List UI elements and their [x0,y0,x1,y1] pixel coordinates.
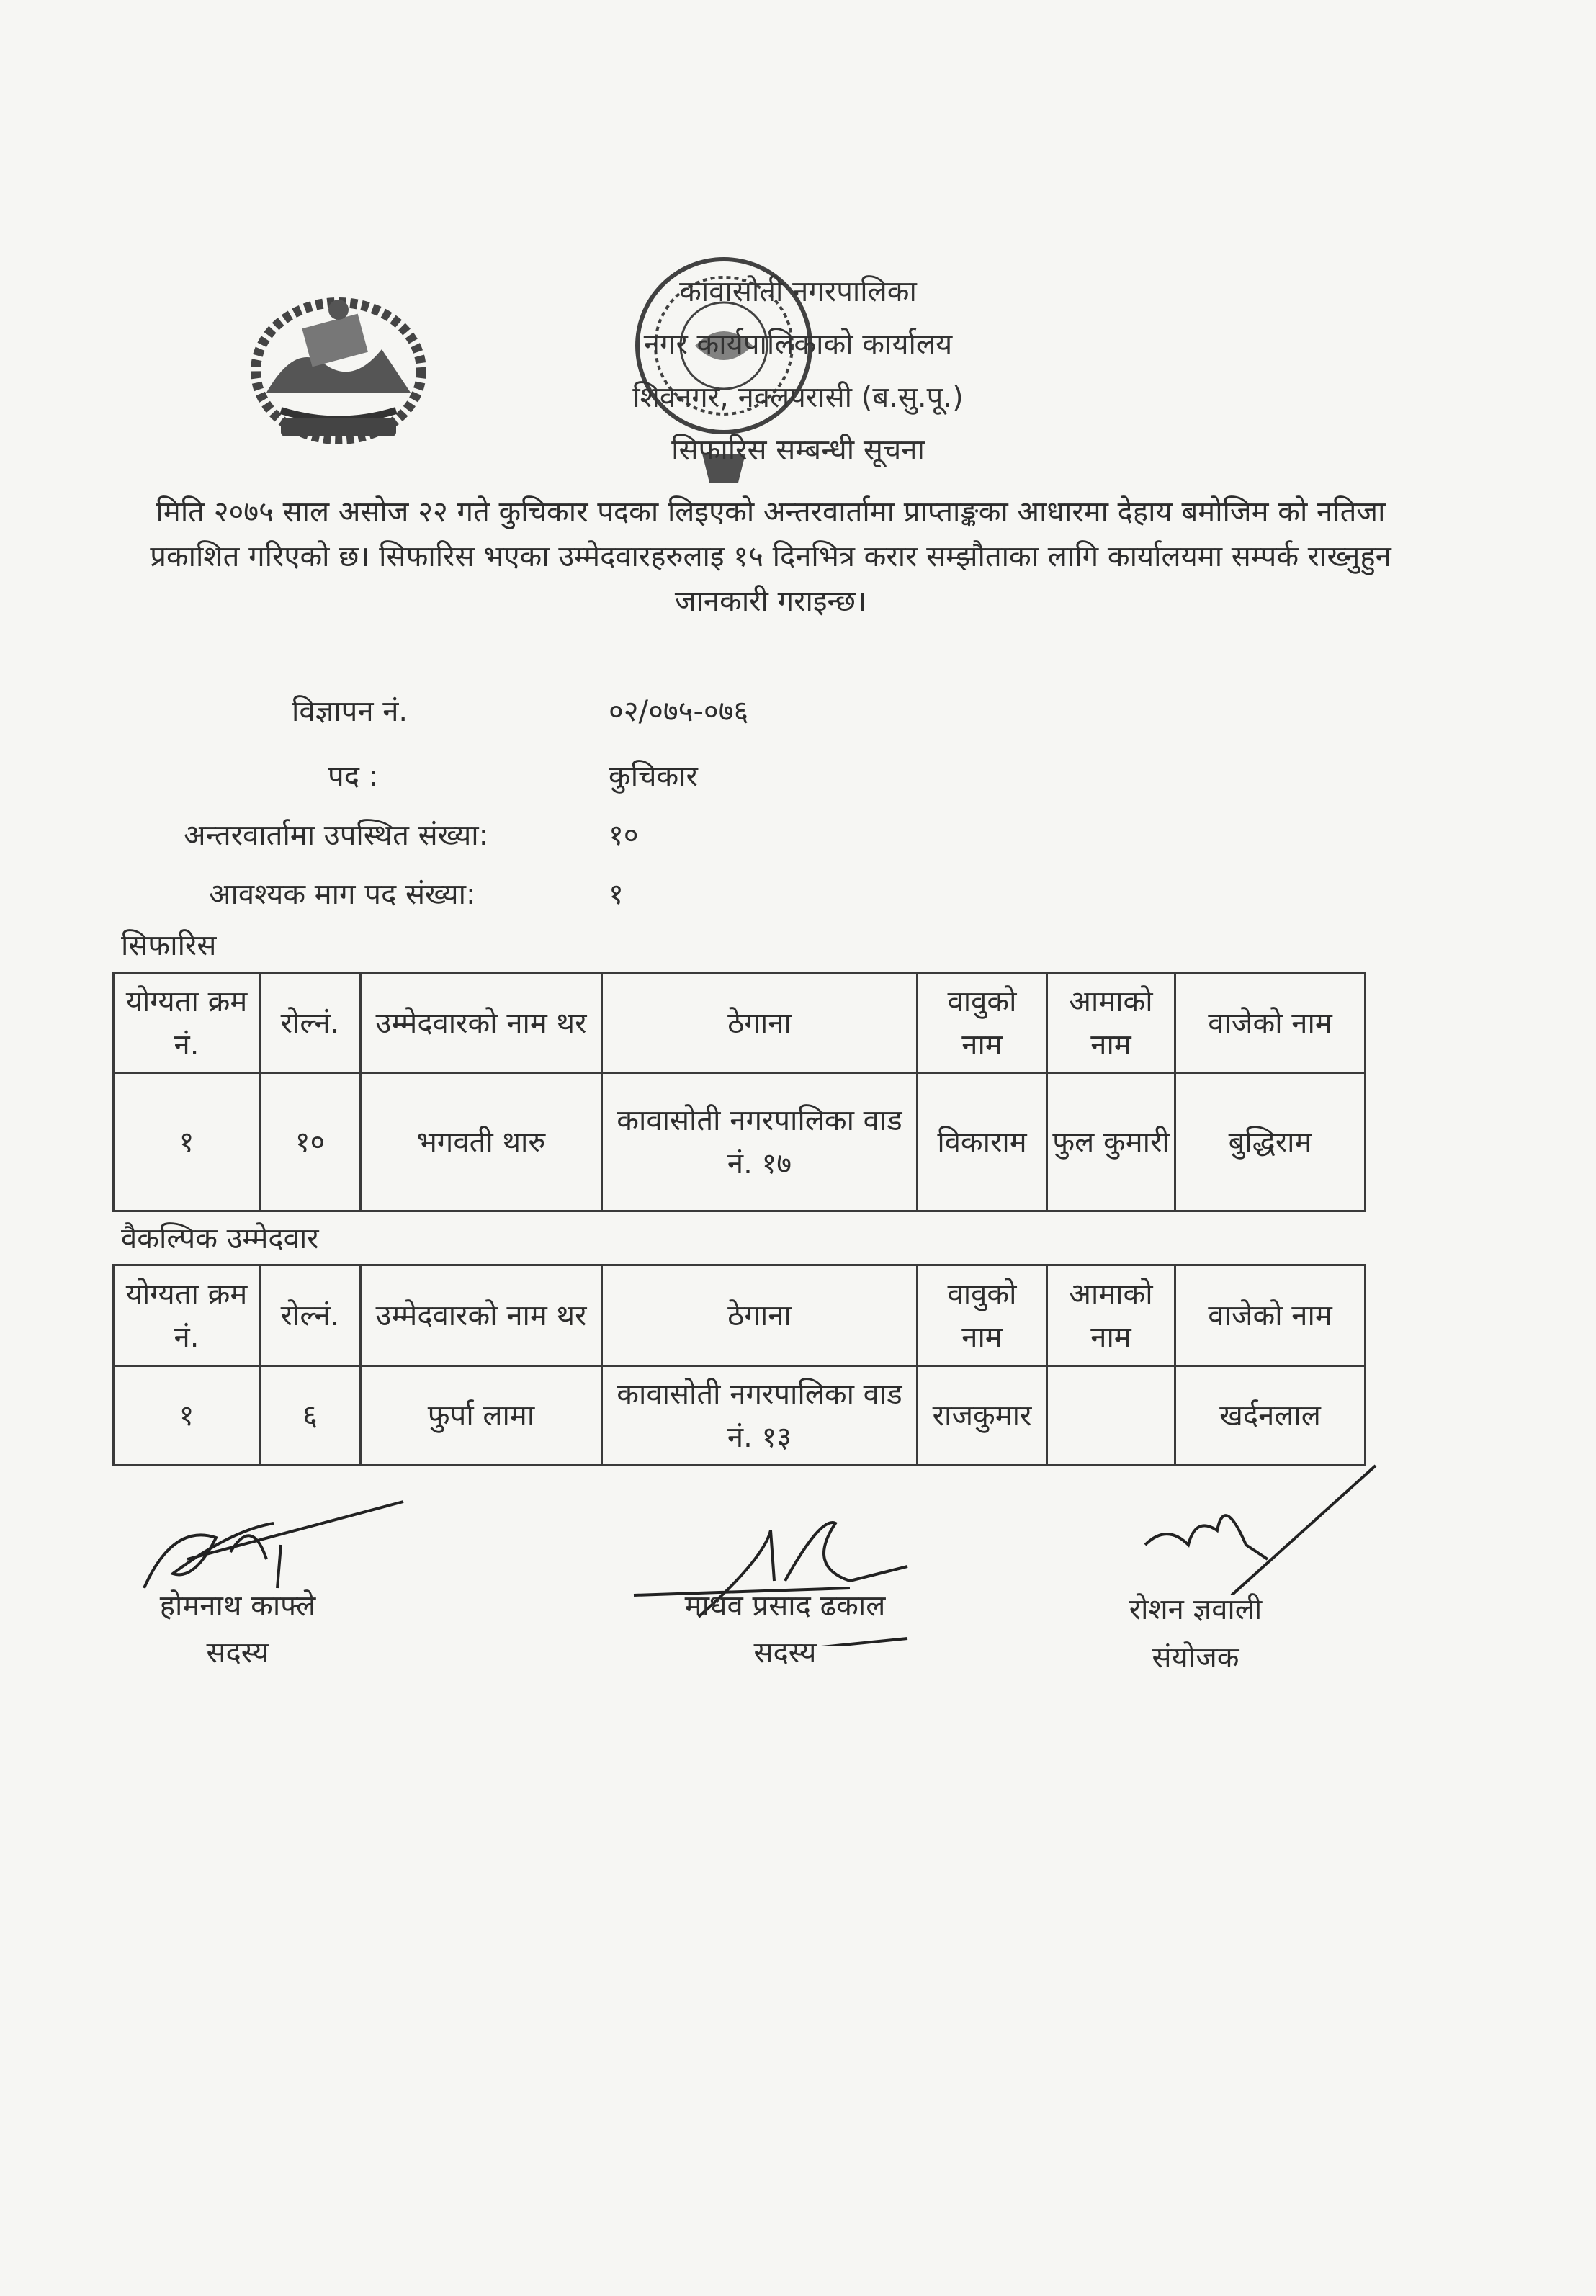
header-office-name: नगर कार्यपालिकाको कार्यालय [643,328,953,361]
header-grandfather: वाजेको नाम [1175,974,1366,1073]
header-address: शिवनगर, नवलपरासी (ब.सु.पू.) [632,381,964,414]
cell-grandfather: खर्दनलाल [1175,1366,1366,1466]
ad-number-label: विज्ञापन नं. [292,695,408,728]
header-father: वावुको नाम [918,1265,1047,1366]
alternate-table [112,1264,1366,1466]
header-mother: आमाको नाम [1047,974,1175,1073]
header-father: वावुको नाम [918,974,1047,1073]
cell-rank: १ [114,1366,260,1466]
cell-father: विकाराम [918,1073,1047,1211]
table-row [114,1073,1366,1211]
required-post-label: आवश्यक माग पद संख्या: [209,878,476,911]
signatory-2-name: माधव प्रसाद ढकाल [684,1589,886,1623]
cell-rank: १ [114,1073,260,1211]
cell-name: भगवती थारु [361,1073,602,1211]
header-roll: रोल्नं. [260,974,361,1073]
header-name: उम्मेदवारको नाम थर [361,1265,602,1366]
header-rank: योग्यता क्रम नं. [114,974,260,1073]
signatory-1-role: सदस्य [206,1636,269,1669]
cell-address: कावासोती नगरपालिका वाड नं. १३ [602,1366,918,1466]
present-count-value: १० [609,819,639,852]
recommended-section-title: सिफारिस [121,929,217,962]
post-value: कुचिकार [609,760,698,793]
header-address: ठेगाना [602,1265,918,1366]
cell-address: कावासोती नगरपालिका वाड नं. १७ [602,1073,918,1211]
signature-2 [619,1502,994,1646]
notice-title: सिफारिस सम्बन्धी सूचना [671,434,925,467]
header-rank: योग्यता क्रम नं. [114,1265,260,1366]
required-post-value: १ [609,878,624,911]
header-name: उम्मेदवारको नाम थर [361,974,602,1073]
header-roll: रोल्नं. [260,1265,361,1366]
cell-roll: ६ [260,1366,361,1466]
recommended-table [112,972,1366,1212]
intro-paragraph: मिति २०७५ साल असोज २२ गते कुचिकार पदका लिइएको अन्तरवार्तामा प्राप्ताङ्कका आधारमा देहाय बमोजिम को नतिजा प्रकाशित गरिएको छ। सिफारिस भएका उम्मेदवारहरुलाइ १५ दिनभित्र करार सम्झौताका लागि कार्यालयमा सम्पर्क राख्नुहुन जानकारी गराइन्छ। [150,495,1391,618]
signatory-3-name: रोशन ज्ञवाली [1129,1593,1263,1626]
header-mother: आमाको नाम [1047,1265,1175,1366]
post-label: पद : [328,760,379,793]
header-grandfather: वाजेको नाम [1175,1265,1366,1366]
cell-grandfather: बुद्धिराम [1175,1073,1366,1211]
table-header-row [114,1265,1366,1366]
present-count-label: अन्तरवार्तामा उपस्थित संख्या: [184,819,489,852]
table-row [114,1366,1366,1466]
signatory-3-role: संयोजक [1152,1641,1239,1674]
ad-number-value: ०२/०७५-०७६ [609,695,749,728]
cell-mother [1047,1366,1175,1466]
table-header-row [114,974,1366,1073]
signature-3 [1124,1451,1498,1595]
header-address: ठेगाना [602,974,918,1073]
cell-roll: १० [260,1073,361,1211]
alternate-section-title: वैकल्पिक उम्मेदवार [121,1222,319,1255]
signatory-1-name: होमनाथ काफ्ले [159,1589,316,1623]
header-municipality-name: कावासोती नगरपालिका [679,275,917,308]
cell-mother: फुल कुमारी [1047,1073,1175,1211]
signatory-2-role: सदस्य [753,1636,817,1669]
cell-father: राजकुमार [918,1366,1047,1466]
cell-name: फुर्पा लामा [361,1366,602,1466]
